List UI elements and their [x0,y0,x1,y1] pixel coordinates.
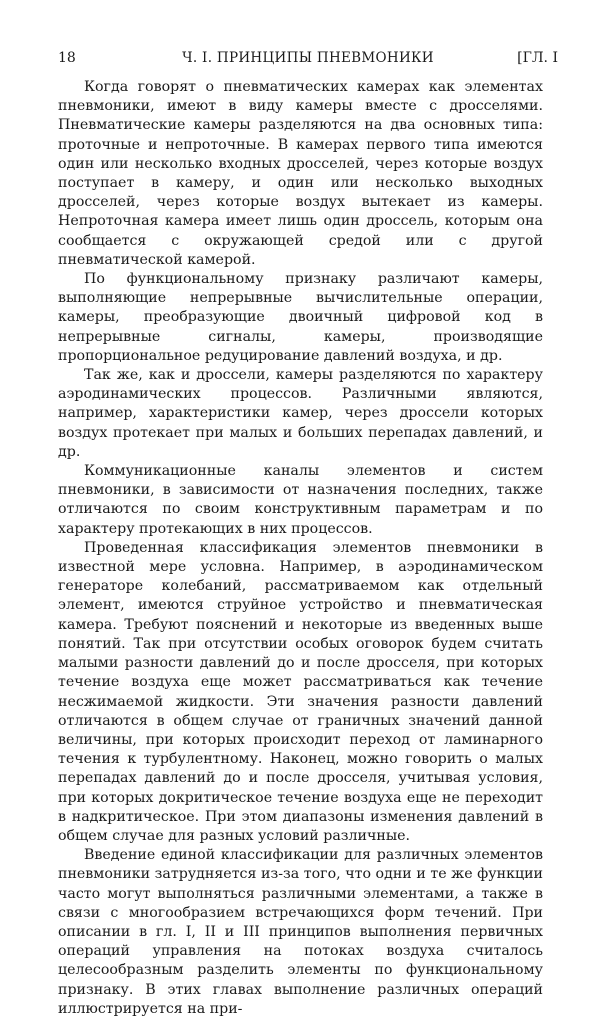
paragraph-4: Коммуникационные каналы элементов и систем пневмоники, в зависимости от назначения последних, также отличаются по своим конструктивным параметрам и по характеру протекающих в них процессов. [58,463,543,537]
paragraph-6: Введение единой классификации для различных элементов пневмоники затрудняется из-за того, что одни и те же функции часто могут выполняться различными элементами, а также в связи с многообразием встречающихся форм течений. При описании в гл. I, II и III принципов выполнения первичных операций управления на потоках воздуха считалось целесообразным разделить элементы по функциональному признаку. В этих главах выполнение различных операций иллюстрируется на при- [58,847,543,1017]
page-header [58,50,558,70]
paragraph-5: Проведенная классификация элементов пневмоники в известной мере условна. Например, в аэродинамическом генераторе колебаний, рассматриваемом как отдельный элемент, имеются струйное устройство и пневматическая камера. Требуют пояснений и некоторые из введенных выше понятий. Так при отсутствии особых оговорок будем считать малыми разности давлений до и после дросселя, при которых течение воздуха еще может рассматриваться как течение несжимаемой жидкости. Эти значения разности давлений отличаются в общем случае от граничных значений данной величины, при которых происходит переход от ламинарного течения к турбулентному. Наконец, можно говорить о малых перепадах давлений до и после дросселя, учитывая условия, при которых докритическое течение воздуха еще не переходит в надкритическое. При этом диапазоны изменения давлений в общем случае для разных условий различные. [58,539,543,844]
body-text [58,78,543,1019]
running-title: Ч. I. ПРИНЦИПЫ ПНЕВМОНИКИ [182,50,434,66]
page-number: 18 [58,50,76,66]
paragraph-1: Когда говорят о пневматических камерах как элементах пневмоники, имеют в виду камеры вместе с дросселями. Пневматические камеры разделяются на два основных типа: проточные и непроточные. В камерах первого типа имеются один или несколько входных дросселей, через которые воздух поступает в камеру, и один или несколько выходных дросселей, через которые воздух вытекает из камеры. Непроточная камера имеет лишь один дроссель, которым она сообщается с окружающей средой или с другой пневматической камерой. [58,79,543,268]
paragraph-2: По функциональному признаку различают камеры, выполняющие непрерывные вычислительные операции, камеры, преобразующие двоичный цифровой код в непрерывные сигналы, камеры, производящие пропорциональное редуцирование давлений воздуха, и др. [58,271,543,364]
paragraph-3: Так же, как и дроссели, камеры разделяются по характеру аэродинамических процессов. Различными являются, например, характеристики камер, через дроссели которых воздух протекает при малых и больших перепадах давлений, и др. [58,367,543,460]
chapter-reference: [ГЛ. I [517,50,558,66]
